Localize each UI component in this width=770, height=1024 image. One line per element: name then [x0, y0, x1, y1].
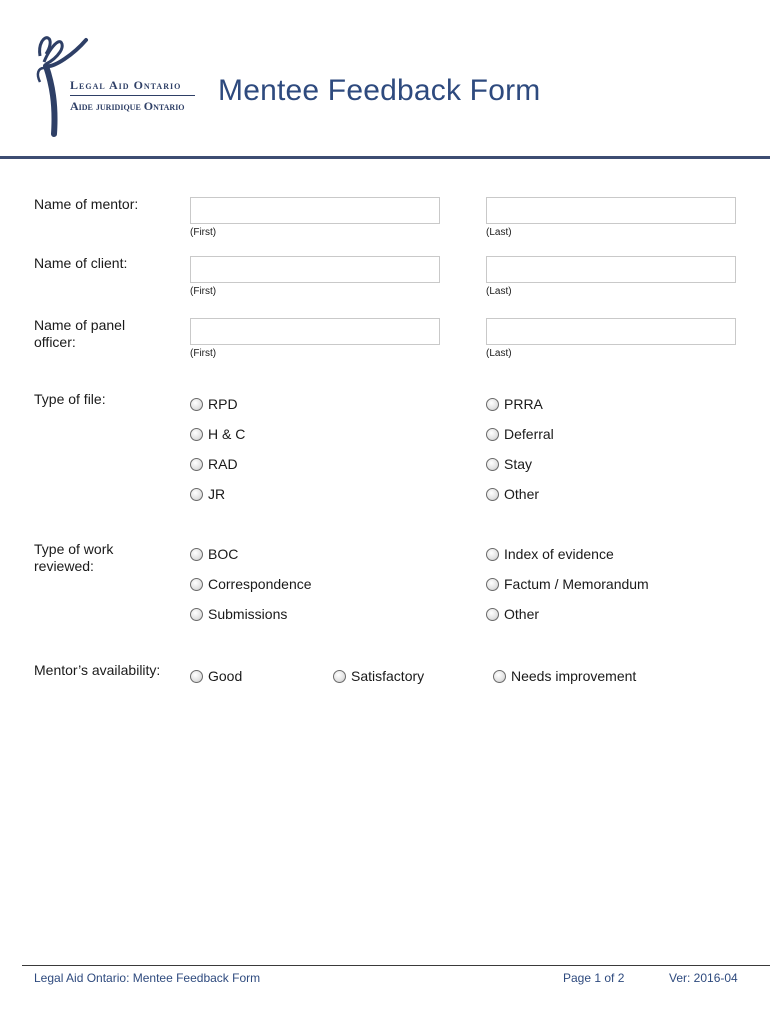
work-type-option-index-of-evidence[interactable]: [486, 546, 614, 562]
mentor-last-sublabel: (Last): [486, 227, 512, 238]
file-type-option-label: RAD: [208, 456, 238, 472]
radio-button-icon[interactable]: [486, 548, 499, 561]
work-type-option-other[interactable]: [486, 606, 539, 622]
radio-button-icon[interactable]: [190, 578, 203, 591]
panel-officer-last-name-input[interactable]: [486, 318, 736, 345]
panel-officer-last-sublabel: (Last): [486, 348, 512, 359]
radio-button-icon[interactable]: [190, 670, 203, 683]
work-type-option-label: Submissions: [208, 606, 288, 622]
radio-button-icon[interactable]: [190, 458, 203, 471]
file-type-option-label: PRRA: [504, 396, 543, 412]
radio-button-icon[interactable]: [486, 428, 499, 441]
page-header: [0, 0, 770, 160]
file-type-option-other[interactable]: [486, 486, 539, 502]
panel-officer-label-line1: Name of panel: [34, 317, 126, 333]
panel-officer-label: [34, 317, 125, 351]
mentor-name-label: Name of mentor:: [34, 196, 139, 212]
file-type-option-rpd[interactable]: [190, 396, 238, 412]
file-type-option-label: RPD: [208, 396, 238, 412]
file-type-option-label: Stay: [504, 456, 533, 472]
radio-button-icon[interactable]: [190, 428, 203, 441]
mentor-last-name-input[interactable]: [486, 197, 736, 224]
work-type-option-submissions[interactable]: [190, 606, 287, 622]
availability-option-satisfactory[interactable]: [333, 668, 424, 684]
file-type-label: Type of file:: [34, 391, 106, 407]
panel-officer-first-name-input[interactable]: [190, 318, 440, 345]
client-first-name-input[interactable]: [190, 256, 440, 283]
header-divider: [0, 156, 770, 159]
radio-button-icon[interactable]: [493, 670, 506, 683]
form-title: Mentee Feedback Form: [218, 74, 541, 107]
file-type-option-rad[interactable]: [190, 456, 238, 472]
mentor-first-name-input[interactable]: [190, 197, 440, 224]
availability-option-label: Needs improvement: [511, 668, 637, 684]
file-type-option-label: H & C: [208, 426, 246, 442]
logo-divider: [70, 95, 195, 96]
radio-button-icon[interactable]: [190, 488, 203, 501]
availability-option-good[interactable]: [190, 668, 242, 684]
radio-button-icon[interactable]: [486, 488, 499, 501]
file-type-option-h-and-c[interactable]: [190, 426, 245, 442]
footer-page-number: Page 1 of 2: [563, 971, 625, 985]
radio-button-icon[interactable]: [486, 608, 499, 621]
file-type-option-label: Deferral: [504, 426, 554, 442]
footer-divider: [22, 965, 770, 966]
work-type-option-correspondence[interactable]: [190, 576, 312, 592]
logo-text-french: Aide juridique Ontario: [70, 99, 185, 113]
radio-button-icon[interactable]: [486, 458, 499, 471]
radio-button-icon[interactable]: [486, 578, 499, 591]
client-last-name-input[interactable]: [486, 256, 736, 283]
radio-button-icon[interactable]: [333, 670, 346, 683]
file-type-option-jr[interactable]: [190, 486, 225, 502]
file-type-option-label: JR: [208, 486, 226, 502]
client-last-sublabel: (Last): [486, 286, 512, 297]
availability-label: Mentor’s availability:: [34, 662, 161, 678]
file-type-option-stay[interactable]: [486, 456, 532, 472]
radio-button-icon[interactable]: [190, 608, 203, 621]
client-first-sublabel: (First): [190, 286, 217, 297]
work-type-option-label: Other: [504, 606, 540, 622]
work-type-option-factum-memorandum[interactable]: [486, 576, 649, 592]
work-type-option-label: BOC: [208, 546, 239, 562]
radio-button-icon[interactable]: [190, 548, 203, 561]
panel-officer-first-sublabel: (First): [190, 348, 217, 359]
file-type-option-deferral[interactable]: [486, 426, 554, 442]
radio-button-icon[interactable]: [190, 398, 203, 411]
availability-option-label: Good: [208, 668, 243, 684]
work-type-option-label: Correspondence: [208, 576, 312, 592]
logo-text-english: Legal Aid Ontario: [70, 78, 182, 92]
work-type-label-line2: reviewed:: [34, 558, 94, 574]
availability-option-needs-improvement[interactable]: [493, 668, 636, 684]
availability-option-label: Satisfactory: [351, 668, 425, 684]
mentor-first-sublabel: (First): [190, 227, 217, 238]
work-type-label-line1: Type of work: [34, 541, 114, 557]
footer-document-name: Legal Aid Ontario: Mentee Feedback Form: [34, 971, 261, 985]
work-type-option-label: Factum / Memorandum: [504, 576, 649, 592]
panel-officer-label-line2: officer:: [34, 334, 76, 350]
work-type-option-label: Index of evidence: [504, 546, 614, 562]
client-name-label: Name of client:: [34, 255, 128, 271]
file-type-option-prra[interactable]: [486, 396, 543, 412]
work-type-option-boc[interactable]: [190, 546, 238, 562]
footer-version: Ver: 2016-04: [669, 971, 738, 985]
radio-button-icon[interactable]: [486, 398, 499, 411]
work-type-label: [34, 541, 113, 575]
file-type-option-label: Other: [504, 486, 540, 502]
